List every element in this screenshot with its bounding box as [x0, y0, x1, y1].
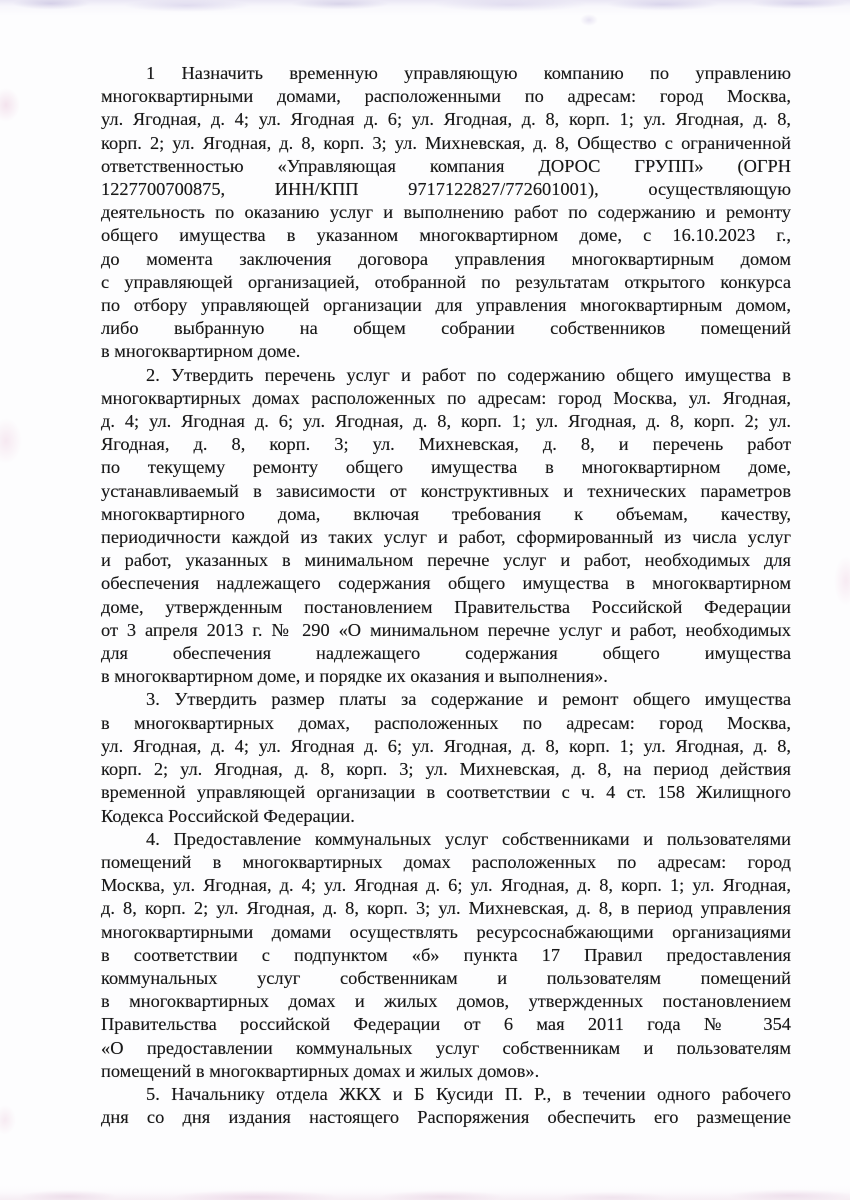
text-line: 1227700700875, ИНН/КПП 9717122827/772601001), осуществляющую — [101, 179, 791, 200]
text-line: многоквартирного дома, включая требования к объемам, качеству, — [101, 503, 791, 524]
scan-smudge — [834, 556, 850, 606]
text-line: 2. Утвердить перечень услуг и работ по содержанию общего имущества в — [146, 364, 791, 385]
text-line: Москва, ул. Ягодная, д. 4; ул. Ягодная д. 6; ул. Ягодная, д. 8, корп. 1; ул. Ягодная, — [101, 875, 791, 896]
paragraph-3 — [101, 688, 791, 827]
text-line: помещений в многоквартирных домах и жилых домов». — [101, 1060, 540, 1081]
text-line: д. 4; ул. Ягодная д. 6; ул. Ягодная, д. 8, корп. 1; ул. Ягодная, д. 8, корп. 2; ул. — [101, 411, 791, 432]
text-line: общего имущества в указанном многоквартирном доме, с 16.10.2023 г., — [101, 225, 791, 246]
text-line: в многоквартирном доме. — [101, 341, 301, 362]
text-line: многоквартирных домах расположенных по адресам: город Москва, ул. Ягодная, — [101, 387, 791, 408]
text-line: периодичности каждой из таких услуг и работ, сформированный из числа услуг — [101, 527, 791, 548]
scan-artifact-bottom-band — [0, 1185, 850, 1200]
text-line: корп. 2; ул. Ягодная, д. 8, корп. 3; ул. Михневская, д. 8, Общество с ограниченной — [101, 132, 791, 153]
paragraph-1 — [101, 62, 791, 364]
text-line: 1 Назначить временную управляющую компанию по управлению — [146, 63, 791, 83]
text-line: корп. 2; ул. Ягодная, д. 8, корп. 3; ул. Михневская, д. 8, на период действия — [101, 759, 791, 780]
text-line: 3. Утвердить размер платы за содержание и ремонт общего имущества — [146, 689, 791, 710]
scan-artifact-top-band — [0, 0, 850, 16]
text-line: «О предоставлении коммунальных услуг собственникам и пользователям — [101, 1037, 791, 1058]
text-line: помещений в многоквартирных домах расположенных по адресам: город — [101, 851, 791, 872]
text-line: Кодекса Российской Федерации. — [101, 805, 355, 826]
text-line: 4. Предоставление коммунальных услуг собственниками и пользователями — [146, 828, 791, 849]
text-line: 5. Начальнику отдела ЖКХ и Б Кусиди П. Р., в течении одного рабочего — [146, 1083, 791, 1104]
text-line: в соответствии с подпунктом «б» пункта 17 Правил предоставления — [101, 944, 791, 965]
text-line: Ягодная, д. 8, корп. 3; ул. Михневская, д. 8, и перечень работ — [101, 434, 791, 455]
text-line: многоквартирными домами, расположенными по адресам: город Москва, — [101, 86, 791, 107]
text-line: в многоквартирном доме, и порядке их оказания и выполнения». — [101, 666, 608, 687]
paragraph-5 — [101, 1083, 791, 1129]
text-line: в многоквартирных домах, расположенных по адресам: город Москва, — [101, 712, 791, 733]
paragraph-2 — [101, 364, 791, 689]
text-line: в многоквартирных домах и жилых домов, утвержденных постановлением — [101, 991, 791, 1012]
text-line: д. 8, корп. 2; ул. Ягодная, д. 8, корп. 3; ул. Михневская, д. 8, в период управления — [101, 898, 791, 919]
text-line: многоквартирными домами осуществлять ресурсоснабжающими организациями — [101, 921, 791, 942]
text-line: от 3 апреля 2013 г. № 290 «О минимальном перечне услуг и работ, необходимых — [101, 619, 791, 640]
text-line: обеспечения надлежащего содержания общего имущества в многоквартирном — [101, 573, 791, 594]
scan-smudge — [0, 88, 20, 122]
document-body — [101, 62, 791, 1129]
text-line: по текущему ремонту общего имущества в многоквартирном доме, — [101, 457, 791, 478]
text-line: ответственностью «Управляющая компания ДОРОС ГРУПП» (ОГРН — [101, 155, 791, 176]
text-line: до момента заключения договора управления многоквартирным домом — [101, 248, 791, 269]
text-line: доме, утвержденным постановлением Правительства Российской Федерации — [101, 596, 791, 617]
scan-smudge — [0, 1105, 16, 1135]
text-line: ул. Ягодная, д. 4; ул. Ягодная д. 6; ул. Ягодная, д. 8, корп. 1; ул. Ягодная, д. 8, — [101, 109, 791, 130]
text-line: временной управляющей организации в соответствии с ч. 4 ст. 158 Жилищного — [101, 782, 791, 803]
text-line: деятельность по оказанию услуг и выполнению работ по содержанию и ремонту — [101, 202, 791, 223]
scan-smudge — [0, 418, 22, 464]
text-line: для обеспечения надлежащего содержания общего имущества — [101, 643, 791, 664]
paragraph-4 — [101, 828, 791, 1083]
text-line: с управляющей организацией, отобранной по результатам открытого конкурса — [101, 271, 791, 292]
text-line: устанавливаемый в зависимости от конструктивных и технических параметров — [101, 480, 791, 501]
text-line: и работ, указанных в минимальном перечне услуг и работ, необходимых для — [101, 550, 791, 571]
text-line: дня со дня издания настоящего Распоряжения обеспечить его размещение — [101, 1107, 791, 1128]
text-line: ул. Ягодная, д. 4; ул. Ягодная д. 6; ул. Ягодная, д. 8, корп. 1; ул. Ягодная, д. 8, — [101, 735, 791, 756]
text-line: по отбору управляющей организации для управления многоквартирным домом, — [101, 295, 791, 316]
text-line: Правительства российской Федерации от 6 мая 2011 года № 354 — [101, 1014, 791, 1035]
text-line: коммунальных услуг собственникам и пользователям помещений — [101, 967, 791, 988]
text-line: либо выбранную на общем собрании собственников помещений — [101, 318, 791, 339]
